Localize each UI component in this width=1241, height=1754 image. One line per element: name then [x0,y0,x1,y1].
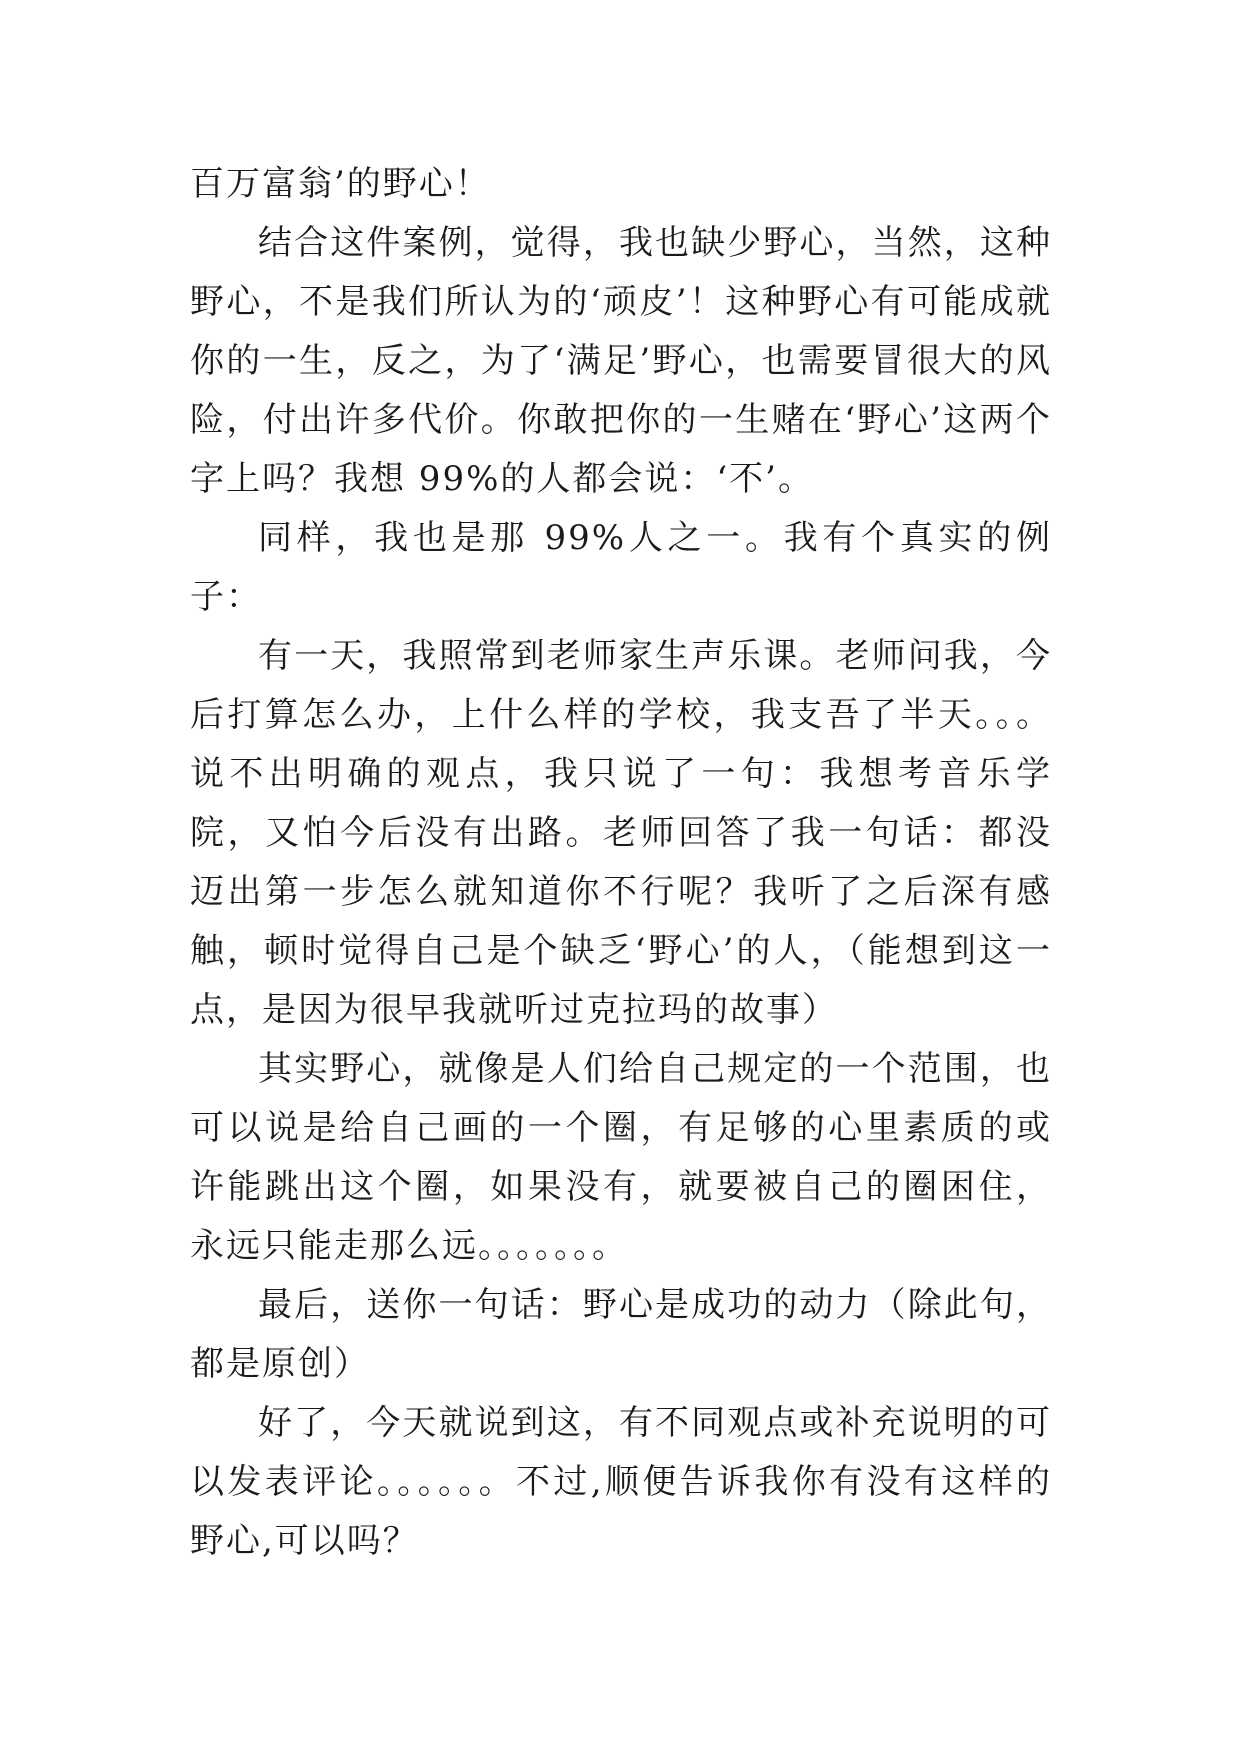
paragraph-4: 有一天，我照常到老师家生声乐课。老师问我，今后打算怎么办，上什么样的学校，我支吾了半天。。。说不出明确的观点，我只说了一句：我想考音乐学院，又怕今后没有出路。老师回答了我一句话：都没迈出第一步怎么就知道你不行呢？我听了之后深有感触，顿时觉得自己是个缺乏‘野心’的人，（能想到这一点，是因为很早我就听过克拉玛的故事） [190,636,1052,1030]
paragraph-2: 结合这件案例，觉得，我也缺少野心，当然，这种野心，不是我们所认为的‘顽皮’！这种野心有可能成就你的一生，反之，为了‘满足’野心，也需要冒很大的风险，付出许多代价。你敢把你的一生赌在‘野心’这两个字上吗？我想 99%的人都会说：‘不’。 [190,223,1052,499]
paragraph-1: 百万富翁’的野心！ [190,164,491,204]
paragraph-5: 其实野心，就像是人们给自己规定的一个范围，也可以说是给自己画的一个圈，有足够的心里素质的或许能跳出这个圈，如果没有，就要被自己的圈困住，永远只能走那么远。。。。。。。 [190,1049,1052,1266]
paragraph-6: 最后，送你一句话：野心是成功的动力（除此句，都是原创） [190,1285,1052,1384]
body-text [190,155,1052,1571]
paragraph-7: 好了，今天就说到这，有不同观点或补充说明的可以发表评论。。。。。。不过,顺便告诉我你有没有这样的野心,可以吗？ [190,1403,1052,1561]
paragraph-3: 同样，我也是那 99%人之一。我有个真实的例子： [190,518,1052,617]
